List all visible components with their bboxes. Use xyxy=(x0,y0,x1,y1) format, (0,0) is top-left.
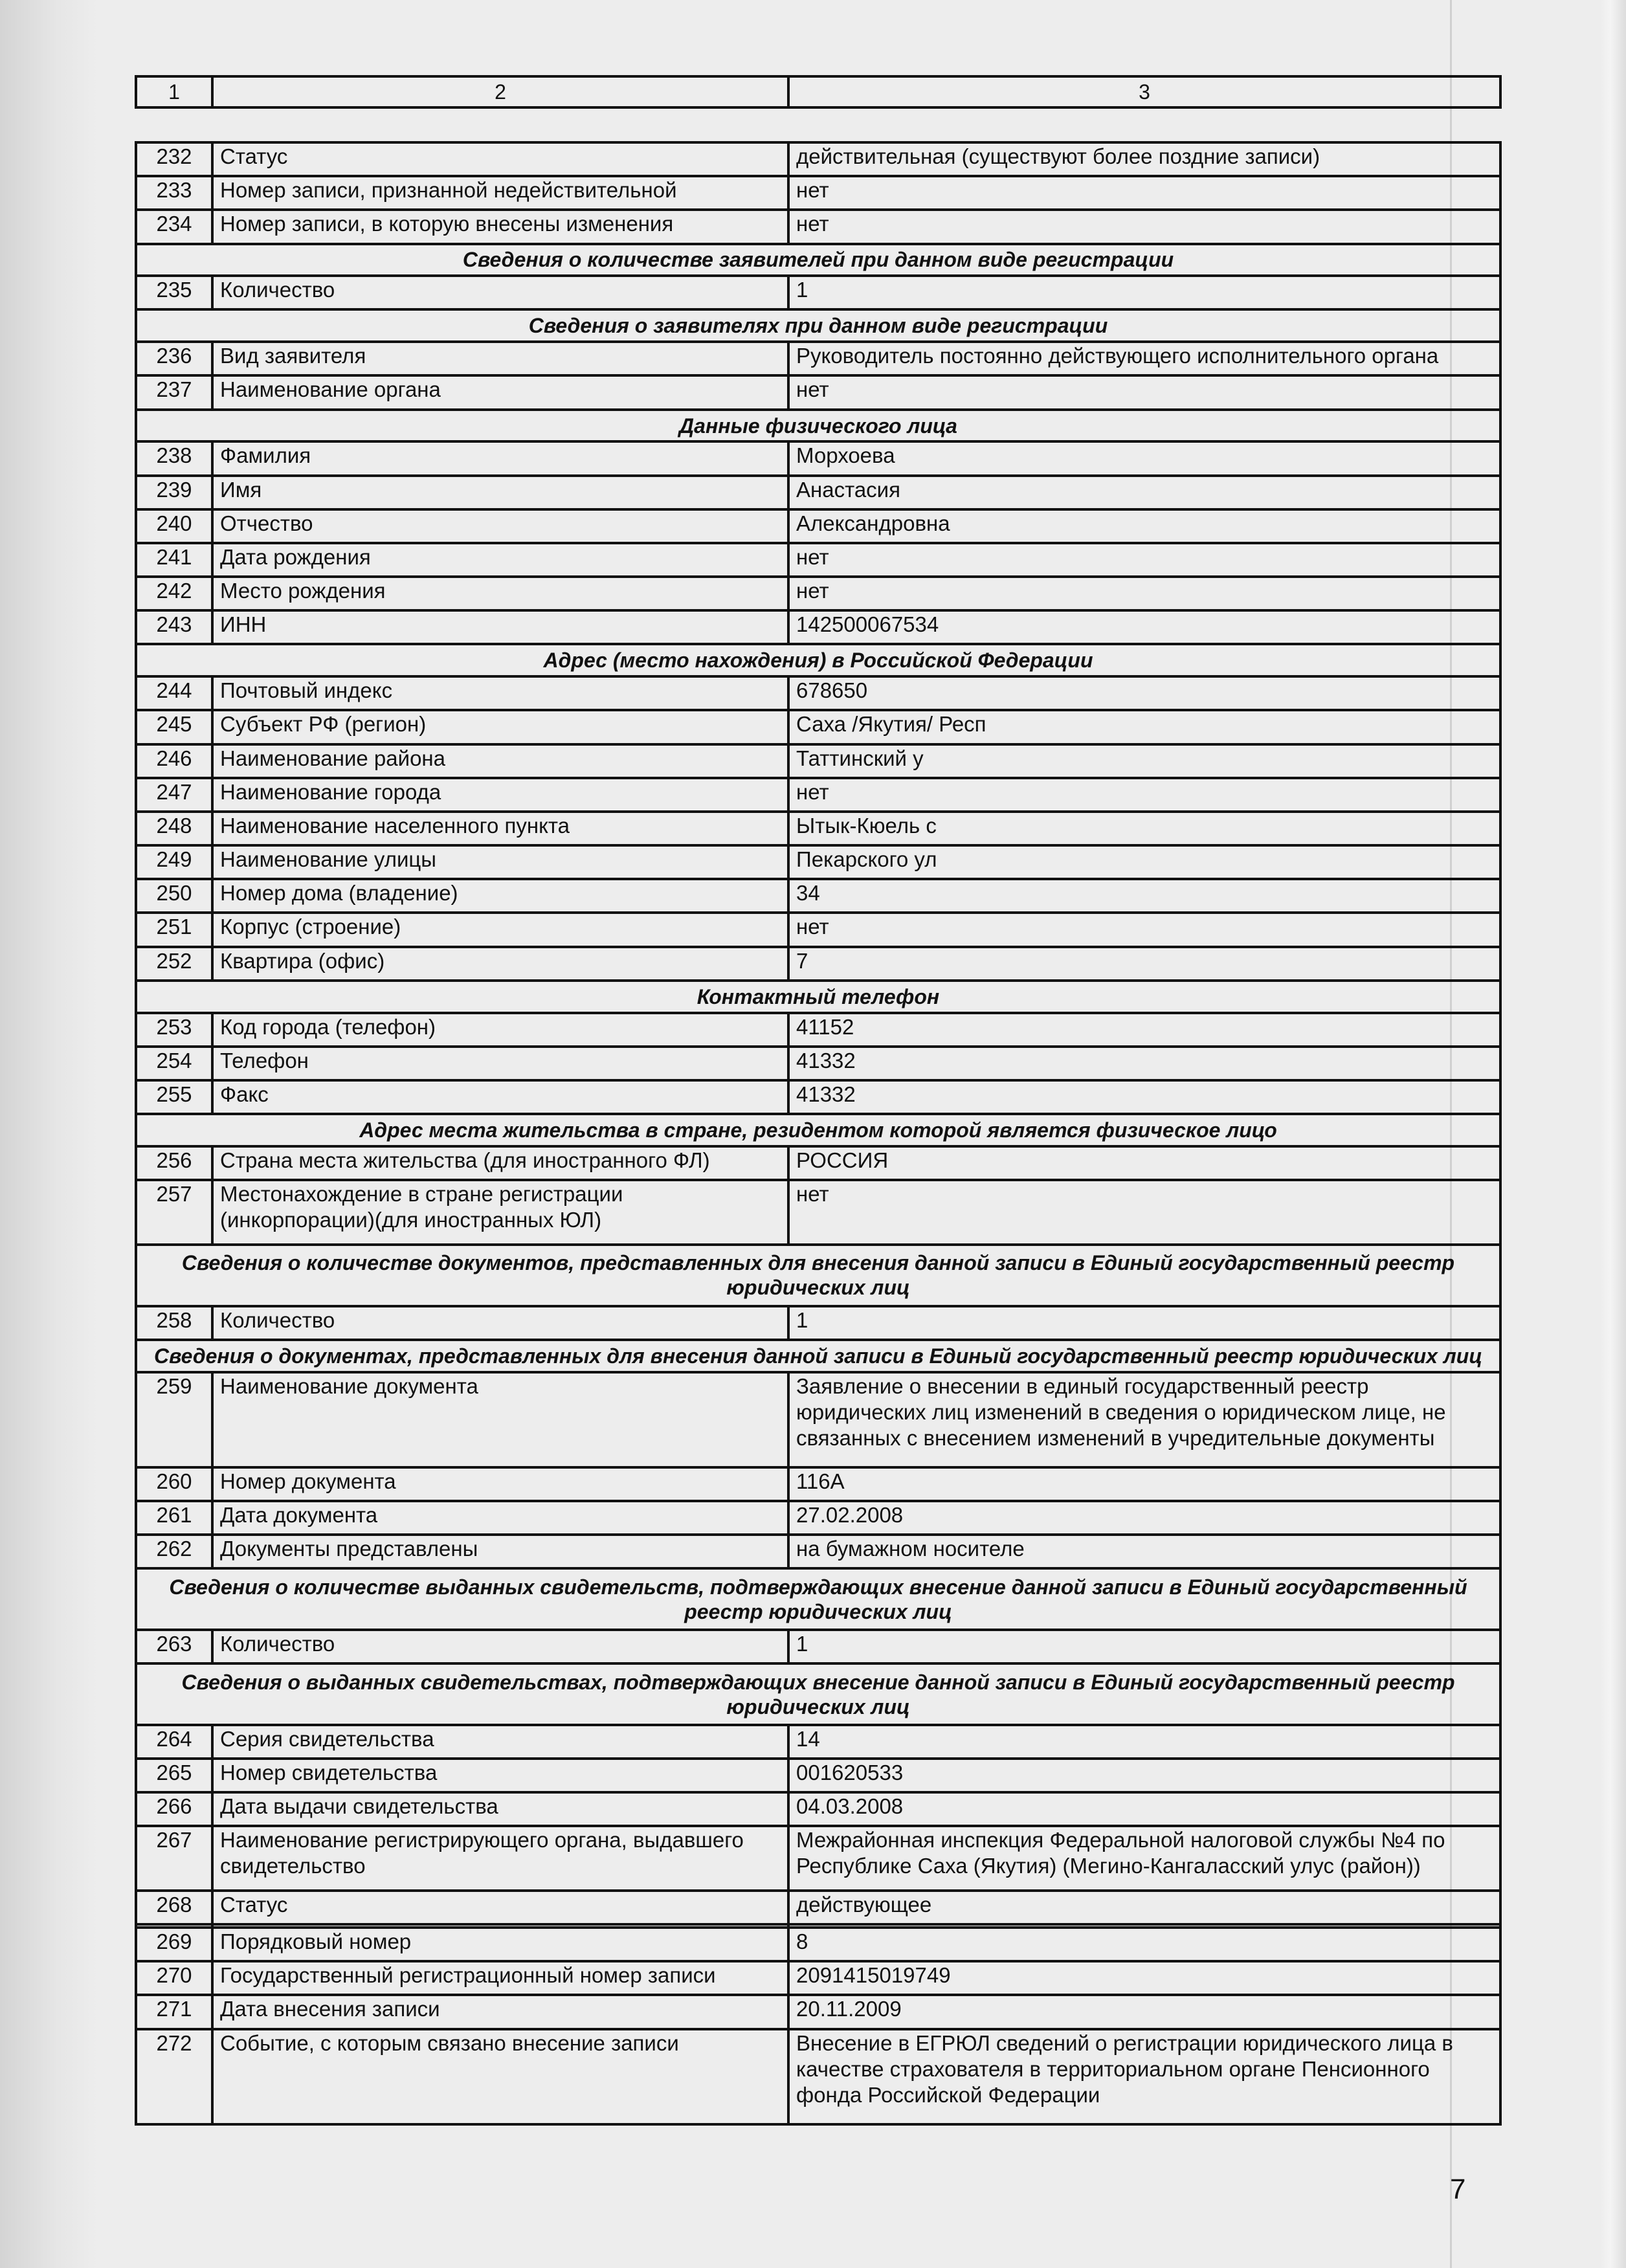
field-value: 41332 xyxy=(788,1047,1500,1080)
row-number: 268 xyxy=(136,1891,212,1924)
section-heading: Сведения о заявителях при данном виде регистрации xyxy=(136,309,1500,342)
registry-table-body xyxy=(136,142,1500,2124)
field-value: 8 xyxy=(788,1928,1500,1961)
table-row xyxy=(136,947,1500,981)
table-row xyxy=(136,1080,1500,1114)
row-number: 271 xyxy=(136,1995,212,2029)
row-number: 270 xyxy=(136,1961,212,1995)
field-label: Событие, с которым связано внесение записи xyxy=(212,2029,788,2124)
row-number: 237 xyxy=(136,375,212,409)
field-label: Номер записи, признанной недействительной xyxy=(212,176,788,210)
table-row xyxy=(136,710,1500,744)
row-number: 252 xyxy=(136,947,212,981)
row-number: 263 xyxy=(136,1630,212,1663)
field-label: Количество xyxy=(212,276,788,309)
table-row xyxy=(136,441,1500,475)
field-value: Александровна xyxy=(788,509,1500,543)
table-row xyxy=(136,1535,1500,1568)
field-value: действительная (существуют более поздние записи) xyxy=(788,142,1500,176)
row-number: 233 xyxy=(136,176,212,210)
field-value: нет xyxy=(788,176,1500,210)
field-value: 20.11.2009 xyxy=(788,1995,1500,2029)
table-row xyxy=(136,1467,1500,1501)
table-row xyxy=(136,176,1500,210)
header-col-1: 1 xyxy=(136,76,212,107)
row-number: 260 xyxy=(136,1467,212,1501)
table-row xyxy=(136,676,1500,710)
row-number: 236 xyxy=(136,342,212,375)
section-heading-row xyxy=(136,1245,1500,1306)
field-value: 1 xyxy=(788,276,1500,309)
field-value: 7 xyxy=(788,947,1500,981)
table-row xyxy=(136,1047,1500,1080)
field-label: ИНН xyxy=(212,610,788,644)
field-label: Порядковый номер xyxy=(212,1928,788,1961)
field-label: Дата выдачи свидетельства xyxy=(212,1792,788,1826)
section-heading-row xyxy=(136,1568,1500,1630)
table-row xyxy=(136,1013,1500,1047)
field-value: 1 xyxy=(788,1306,1500,1340)
row-number: 244 xyxy=(136,676,212,710)
table-row xyxy=(136,1180,1500,1245)
row-number: 246 xyxy=(136,744,212,778)
table-row xyxy=(136,1792,1500,1826)
row-number: 262 xyxy=(136,1535,212,1568)
row-number: 248 xyxy=(136,812,212,845)
table-row xyxy=(136,879,1500,913)
field-label: Номер записи, в которую внесены изменения xyxy=(212,210,788,243)
field-label: Дата рождения xyxy=(212,543,788,577)
field-value: 678650 xyxy=(788,676,1500,710)
section-heading-row xyxy=(136,309,1500,342)
field-value: 41152 xyxy=(788,1013,1500,1047)
field-value: 116А xyxy=(788,1467,1500,1501)
table-row xyxy=(136,1928,1500,1961)
section-heading-row xyxy=(136,981,1500,1013)
field-label: Место рождения xyxy=(212,577,788,610)
table-row xyxy=(136,543,1500,577)
field-value: 14 xyxy=(788,1725,1500,1759)
field-value: 1 xyxy=(788,1630,1500,1663)
field-value: Руководитель постоянно действующего исполнительного органа xyxy=(788,342,1500,375)
row-number: 253 xyxy=(136,1013,212,1047)
field-label: Количество xyxy=(212,1630,788,1663)
field-value: Пекарского ул xyxy=(788,845,1500,879)
field-label: Дата внесения записи xyxy=(212,1995,788,2029)
table-row xyxy=(136,2029,1500,2124)
field-label: Статус xyxy=(212,142,788,176)
field-label: Статус xyxy=(212,1891,788,1924)
field-value: на бумажном носителе xyxy=(788,1535,1500,1568)
table-row xyxy=(136,913,1500,946)
section-heading: Контактный телефон xyxy=(136,981,1500,1013)
row-number: 255 xyxy=(136,1080,212,1114)
row-number: 250 xyxy=(136,879,212,913)
field-label: Наименование регистрирующего органа, выдавшего свидетельство xyxy=(212,1826,788,1891)
section-heading: Сведения о документах, представленных для внесения данной записи в Единый государственный реестр юридических лиц xyxy=(136,1340,1500,1372)
field-value: действующее xyxy=(788,1891,1500,1924)
field-value: Заявление о внесении в единый государственный реестр юридических лиц изменений в сведения о юридическом лице, не связанных с внесением изменений в учредительные документы xyxy=(788,1372,1500,1467)
row-number: 239 xyxy=(136,476,212,509)
table-row xyxy=(136,142,1500,176)
scan-right-edge xyxy=(1600,0,1626,2268)
row-number: 249 xyxy=(136,845,212,879)
header-row xyxy=(136,76,1500,107)
header-col-2: 2 xyxy=(212,76,788,107)
field-label: Государственный регистрационный номер записи xyxy=(212,1961,788,1995)
row-number: 265 xyxy=(136,1759,212,1792)
section-heading-row xyxy=(136,244,1500,276)
field-label: Количество xyxy=(212,1306,788,1340)
table-row xyxy=(136,1891,1500,1924)
field-value: 27.02.2008 xyxy=(788,1501,1500,1535)
field-label: Местонахождение в стране регистрации (инкорпорации)(для иностранных ЮЛ) xyxy=(212,1180,788,1245)
table-row xyxy=(136,1826,1500,1891)
field-value: Анастасия xyxy=(788,476,1500,509)
table-row xyxy=(136,812,1500,845)
table-row xyxy=(136,1306,1500,1340)
field-label: Квартира (офис) xyxy=(212,947,788,981)
row-number: 272 xyxy=(136,2029,212,2124)
field-label: Имя xyxy=(212,476,788,509)
field-label: Документы представлены xyxy=(212,1535,788,1568)
field-label: Наименование органа xyxy=(212,375,788,409)
field-label: Вид заявителя xyxy=(212,342,788,375)
field-label: Наименование улицы xyxy=(212,845,788,879)
table-row xyxy=(136,476,1500,509)
field-value: Ытык-Кюель с xyxy=(788,812,1500,845)
row-number: 243 xyxy=(136,610,212,644)
row-number: 264 xyxy=(136,1725,212,1759)
section-heading-row xyxy=(136,410,1500,442)
field-label: Серия свидетельства xyxy=(212,1725,788,1759)
row-number: 240 xyxy=(136,509,212,543)
row-number: 269 xyxy=(136,1928,212,1961)
table-row xyxy=(136,276,1500,309)
field-value: нет xyxy=(788,375,1500,409)
section-heading: Сведения о количестве заявителей при данном виде регистрации xyxy=(136,244,1500,276)
field-value: Внесение в ЕГРЮЛ сведений о регистрации юридического лица в качестве страхователя в территориальном органе Пенсионного фонда Российской Федерации xyxy=(788,2029,1500,2124)
field-label: Номер дома (владение) xyxy=(212,879,788,913)
section-heading: Адрес места жительства в стране, резидентом которой является физическое лицо xyxy=(136,1114,1500,1146)
field-value: Морхоева xyxy=(788,441,1500,475)
field-label: Почтовый индекс xyxy=(212,676,788,710)
field-label: Страна места жительства (для иностранного ФЛ) xyxy=(212,1146,788,1180)
field-value: нет xyxy=(788,543,1500,577)
field-value: нет xyxy=(788,1180,1500,1245)
table-row xyxy=(136,509,1500,543)
row-number: 232 xyxy=(136,142,212,176)
row-number: 257 xyxy=(136,1180,212,1245)
table-row xyxy=(136,1501,1500,1535)
table-row xyxy=(136,744,1500,778)
field-label: Наименование района xyxy=(212,744,788,778)
page-number: 7 xyxy=(1450,2174,1466,2205)
field-label: Отчество xyxy=(212,509,788,543)
field-label: Номер документа xyxy=(212,1467,788,1501)
table-row xyxy=(136,1146,1500,1180)
row-number: 251 xyxy=(136,913,212,946)
row-number: 261 xyxy=(136,1501,212,1535)
field-label: Факс xyxy=(212,1080,788,1114)
field-value: нет xyxy=(788,778,1500,812)
table-row xyxy=(136,1725,1500,1759)
row-number: 254 xyxy=(136,1047,212,1080)
field-value: 34 xyxy=(788,879,1500,913)
table-row xyxy=(136,210,1500,243)
field-value: Саха /Якутия/ Респ xyxy=(788,710,1500,744)
field-label: Фамилия xyxy=(212,441,788,475)
field-value: Таттинский у xyxy=(788,744,1500,778)
registry-table xyxy=(135,141,1502,2126)
field-value: 001620533 xyxy=(788,1759,1500,1792)
section-heading-row xyxy=(136,1340,1500,1372)
row-number: 247 xyxy=(136,778,212,812)
section-heading: Сведения о количестве документов, представленных для внесения данной записи в Единый государственный реестр юридических лиц xyxy=(136,1245,1500,1306)
row-number: 266 xyxy=(136,1792,212,1826)
table-row xyxy=(136,1630,1500,1663)
row-number: 234 xyxy=(136,210,212,243)
field-value: 04.03.2008 xyxy=(788,1792,1500,1826)
header-col-3: 3 xyxy=(788,76,1500,107)
section-heading: Данные физического лица xyxy=(136,410,1500,442)
row-number: 245 xyxy=(136,710,212,744)
table-row xyxy=(136,1372,1500,1467)
field-value: РОССИЯ xyxy=(788,1146,1500,1180)
field-value: 41332 xyxy=(788,1080,1500,1114)
section-heading-row xyxy=(136,644,1500,676)
row-number: 235 xyxy=(136,276,212,309)
column-number-header xyxy=(135,75,1502,109)
field-value: 142500067534 xyxy=(788,610,1500,644)
row-number: 258 xyxy=(136,1306,212,1340)
row-number: 241 xyxy=(136,543,212,577)
row-number: 267 xyxy=(136,1826,212,1891)
field-label: Номер свидетельства xyxy=(212,1759,788,1792)
table-row xyxy=(136,1961,1500,1995)
table-row xyxy=(136,1759,1500,1792)
section-heading-row xyxy=(136,1114,1500,1146)
section-heading: Адрес (место нахождения) в Российской Федерации xyxy=(136,644,1500,676)
field-label: Субъект РФ (регион) xyxy=(212,710,788,744)
table-row xyxy=(136,845,1500,879)
field-label: Корпус (строение) xyxy=(212,913,788,946)
field-value: Межрайонная инспекция Федеральной налоговой службы №4 по Республике Саха (Якутия) (Мегино-Кангаласский улус (район)) xyxy=(788,1826,1500,1891)
field-label: Наименование города xyxy=(212,778,788,812)
field-value: нет xyxy=(788,577,1500,610)
table-row xyxy=(136,778,1500,812)
field-label: Наименование населенного пункта xyxy=(212,812,788,845)
row-number: 256 xyxy=(136,1146,212,1180)
table-row xyxy=(136,610,1500,644)
row-number: 259 xyxy=(136,1372,212,1467)
field-value: нет xyxy=(788,913,1500,946)
table-row xyxy=(136,342,1500,375)
field-value: 2091415019749 xyxy=(788,1961,1500,1995)
field-value: нет xyxy=(788,210,1500,243)
section-heading: Сведения о выданных свидетельствах, подтверждающих внесение данной записи в Единый государственный реестр юридических лиц xyxy=(136,1663,1500,1725)
table-row xyxy=(136,1995,1500,2029)
table-row xyxy=(136,375,1500,409)
section-heading: Сведения о количестве выданных свидетельств, подтверждающих внесение данной записи в Единый государственный реестр юридических лиц xyxy=(136,1568,1500,1630)
row-number: 242 xyxy=(136,577,212,610)
section-heading-row xyxy=(136,1663,1500,1725)
field-label: Телефон xyxy=(212,1047,788,1080)
field-label: Дата документа xyxy=(212,1501,788,1535)
scan-left-shadow xyxy=(0,0,97,2268)
table-row xyxy=(136,577,1500,610)
field-label: Код города (телефон) xyxy=(212,1013,788,1047)
row-number: 238 xyxy=(136,441,212,475)
field-label: Наименование документа xyxy=(212,1372,788,1467)
